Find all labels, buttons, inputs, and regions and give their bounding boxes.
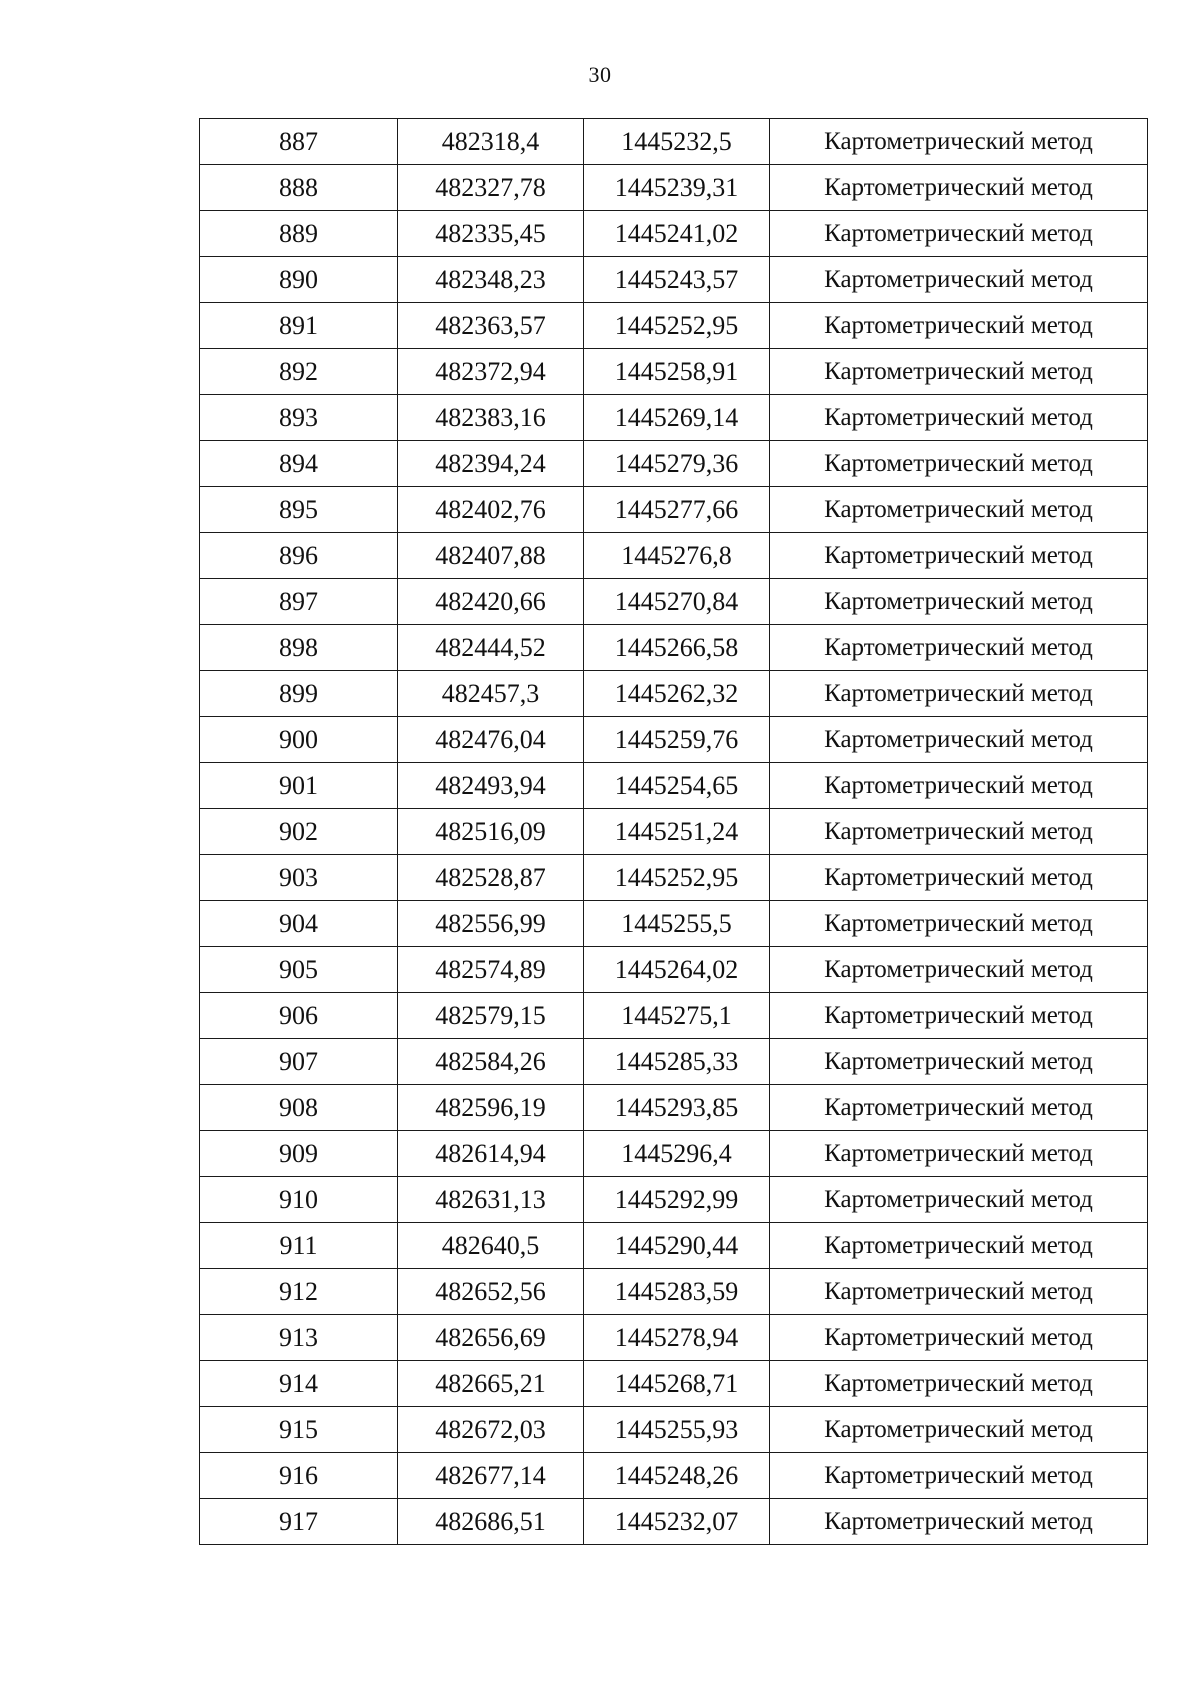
- x-coordinate-cell: 482383,16: [398, 395, 584, 441]
- point-number-cell: 894: [200, 441, 398, 487]
- table-row: [200, 855, 1148, 901]
- point-number-cell: 912: [200, 1269, 398, 1315]
- point-number-cell: 901: [200, 763, 398, 809]
- y-coordinate-cell: 1445268,71: [584, 1361, 770, 1407]
- table-row: [200, 1315, 1148, 1361]
- table-row: [200, 809, 1148, 855]
- method-cell: Картометрический метод: [770, 211, 1148, 257]
- y-coordinate-cell: 1445239,31: [584, 165, 770, 211]
- coordinates-table: [199, 118, 1148, 1545]
- method-cell: Картометрический метод: [770, 717, 1148, 763]
- point-number-cell: 913: [200, 1315, 398, 1361]
- method-cell: Картометрический метод: [770, 809, 1148, 855]
- point-number-cell: 910: [200, 1177, 398, 1223]
- table-row: [200, 1039, 1148, 1085]
- point-number-cell: 888: [200, 165, 398, 211]
- method-cell: Картометрический метод: [770, 1177, 1148, 1223]
- x-coordinate-cell: 482656,69: [398, 1315, 584, 1361]
- point-number-cell: 907: [200, 1039, 398, 1085]
- x-coordinate-cell: 482574,89: [398, 947, 584, 993]
- table-row: [200, 717, 1148, 763]
- y-coordinate-cell: 1445232,5: [584, 119, 770, 165]
- table-row: [200, 1085, 1148, 1131]
- point-number-cell: 903: [200, 855, 398, 901]
- method-cell: Картометрический метод: [770, 1453, 1148, 1499]
- point-number-cell: 890: [200, 257, 398, 303]
- x-coordinate-cell: 482556,99: [398, 901, 584, 947]
- table-row: [200, 119, 1148, 165]
- point-number-cell: 900: [200, 717, 398, 763]
- x-coordinate-cell: 482677,14: [398, 1453, 584, 1499]
- y-coordinate-cell: 1445275,1: [584, 993, 770, 1039]
- point-number-cell: 906: [200, 993, 398, 1039]
- y-coordinate-cell: 1445252,95: [584, 303, 770, 349]
- y-coordinate-cell: 1445276,8: [584, 533, 770, 579]
- y-coordinate-cell: 1445254,65: [584, 763, 770, 809]
- point-number-cell: 914: [200, 1361, 398, 1407]
- page-number: 30: [588, 62, 612, 87]
- method-cell: Картометрический метод: [770, 993, 1148, 1039]
- x-coordinate-cell: 482652,56: [398, 1269, 584, 1315]
- x-coordinate-cell: 482665,21: [398, 1361, 584, 1407]
- method-cell: Картометрический метод: [770, 947, 1148, 993]
- method-cell: Картометрический метод: [770, 1407, 1148, 1453]
- y-coordinate-cell: 1445283,59: [584, 1269, 770, 1315]
- method-cell: Картометрический метод: [770, 855, 1148, 901]
- x-coordinate-cell: 482420,66: [398, 579, 584, 625]
- table-row: [200, 579, 1148, 625]
- point-number-cell: 896: [200, 533, 398, 579]
- x-coordinate-cell: 482363,57: [398, 303, 584, 349]
- x-coordinate-cell: 482476,04: [398, 717, 584, 763]
- x-coordinate-cell: 482528,87: [398, 855, 584, 901]
- y-coordinate-cell: 1445296,4: [584, 1131, 770, 1177]
- x-coordinate-cell: 482407,88: [398, 533, 584, 579]
- method-cell: Картометрический метод: [770, 1131, 1148, 1177]
- y-coordinate-cell: 1445264,02: [584, 947, 770, 993]
- method-cell: Картометрический метод: [770, 487, 1148, 533]
- table-row: [200, 1223, 1148, 1269]
- table-row: [200, 947, 1148, 993]
- x-coordinate-cell: 482402,76: [398, 487, 584, 533]
- point-number-cell: 905: [200, 947, 398, 993]
- point-number-cell: 893: [200, 395, 398, 441]
- point-number-cell: 908: [200, 1085, 398, 1131]
- table-row: [200, 349, 1148, 395]
- x-coordinate-cell: 482444,52: [398, 625, 584, 671]
- method-cell: Картометрический метод: [770, 901, 1148, 947]
- y-coordinate-cell: 1445258,91: [584, 349, 770, 395]
- x-coordinate-cell: 482640,5: [398, 1223, 584, 1269]
- x-coordinate-cell: 482579,15: [398, 993, 584, 1039]
- method-cell: Картометрический метод: [770, 165, 1148, 211]
- point-number-cell: 895: [200, 487, 398, 533]
- table-row: [200, 1407, 1148, 1453]
- y-coordinate-cell: 1445266,58: [584, 625, 770, 671]
- y-coordinate-cell: 1445232,07: [584, 1499, 770, 1545]
- point-number-cell: 911: [200, 1223, 398, 1269]
- y-coordinate-cell: 1445278,94: [584, 1315, 770, 1361]
- x-coordinate-cell: 482348,23: [398, 257, 584, 303]
- point-number-cell: 899: [200, 671, 398, 717]
- table-row: [200, 487, 1148, 533]
- y-coordinate-cell: 1445259,76: [584, 717, 770, 763]
- y-coordinate-cell: 1445262,32: [584, 671, 770, 717]
- method-cell: Картометрический метод: [770, 1315, 1148, 1361]
- x-coordinate-cell: 482596,19: [398, 1085, 584, 1131]
- y-coordinate-cell: 1445255,93: [584, 1407, 770, 1453]
- point-number-cell: 915: [200, 1407, 398, 1453]
- table-row: [200, 901, 1148, 947]
- x-coordinate-cell: 482335,45: [398, 211, 584, 257]
- table-row: [200, 1269, 1148, 1315]
- y-coordinate-cell: 1445270,84: [584, 579, 770, 625]
- method-cell: Картометрический метод: [770, 1039, 1148, 1085]
- y-coordinate-cell: 1445241,02: [584, 211, 770, 257]
- method-cell: Картометрический метод: [770, 671, 1148, 717]
- x-coordinate-cell: 482614,94: [398, 1131, 584, 1177]
- y-coordinate-cell: 1445293,85: [584, 1085, 770, 1131]
- y-coordinate-cell: 1445251,24: [584, 809, 770, 855]
- y-coordinate-cell: 1445269,14: [584, 395, 770, 441]
- y-coordinate-cell: 1445285,33: [584, 1039, 770, 1085]
- table-row: [200, 257, 1148, 303]
- y-coordinate-cell: 1445255,5: [584, 901, 770, 947]
- table-row: [200, 1131, 1148, 1177]
- y-coordinate-cell: 1445290,44: [584, 1223, 770, 1269]
- x-coordinate-cell: 482372,94: [398, 349, 584, 395]
- x-coordinate-cell: 482672,03: [398, 1407, 584, 1453]
- point-number-cell: 897: [200, 579, 398, 625]
- x-coordinate-cell: 482327,78: [398, 165, 584, 211]
- method-cell: Картометрический метод: [770, 763, 1148, 809]
- x-coordinate-cell: 482631,13: [398, 1177, 584, 1223]
- x-coordinate-cell: 482686,51: [398, 1499, 584, 1545]
- table-row: [200, 303, 1148, 349]
- x-coordinate-cell: 482584,26: [398, 1039, 584, 1085]
- table-row: [200, 1499, 1148, 1545]
- method-cell: Картометрический метод: [770, 1085, 1148, 1131]
- point-number-cell: 892: [200, 349, 398, 395]
- x-coordinate-cell: 482457,3: [398, 671, 584, 717]
- method-cell: Картометрический метод: [770, 441, 1148, 487]
- method-cell: Картометрический метод: [770, 119, 1148, 165]
- table-row: [200, 165, 1148, 211]
- y-coordinate-cell: 1445277,66: [584, 487, 770, 533]
- point-number-cell: 889: [200, 211, 398, 257]
- point-number-cell: 891: [200, 303, 398, 349]
- table-row: [200, 1361, 1148, 1407]
- x-coordinate-cell: 482493,94: [398, 763, 584, 809]
- method-cell: Картометрический метод: [770, 1361, 1148, 1407]
- table-row: [200, 395, 1148, 441]
- x-coordinate-cell: 482516,09: [398, 809, 584, 855]
- x-coordinate-cell: 482394,24: [398, 441, 584, 487]
- method-cell: Картометрический метод: [770, 1499, 1148, 1545]
- table-row: [200, 1177, 1148, 1223]
- y-coordinate-cell: 1445292,99: [584, 1177, 770, 1223]
- y-coordinate-cell: 1445248,26: [584, 1453, 770, 1499]
- x-coordinate-cell: 482318,4: [398, 119, 584, 165]
- table-row: [200, 441, 1148, 487]
- coordinates-table-body: [200, 119, 1148, 1545]
- method-cell: Картометрический метод: [770, 257, 1148, 303]
- y-coordinate-cell: 1445279,36: [584, 441, 770, 487]
- table-row: [200, 211, 1148, 257]
- table-row: [200, 625, 1148, 671]
- table-row: [200, 1453, 1148, 1499]
- method-cell: Картометрический метод: [770, 625, 1148, 671]
- point-number-cell: 887: [200, 119, 398, 165]
- table-row: [200, 671, 1148, 717]
- point-number-cell: 898: [200, 625, 398, 671]
- method-cell: Картометрический метод: [770, 395, 1148, 441]
- point-number-cell: 902: [200, 809, 398, 855]
- method-cell: Картометрический метод: [770, 579, 1148, 625]
- point-number-cell: 904: [200, 901, 398, 947]
- method-cell: Картометрический метод: [770, 1223, 1148, 1269]
- table-row: [200, 763, 1148, 809]
- table-row: [200, 533, 1148, 579]
- method-cell: Картометрический метод: [770, 533, 1148, 579]
- point-number-cell: 917: [200, 1499, 398, 1545]
- y-coordinate-cell: 1445252,95: [584, 855, 770, 901]
- y-coordinate-cell: 1445243,57: [584, 257, 770, 303]
- point-number-cell: 909: [200, 1131, 398, 1177]
- method-cell: Картометрический метод: [770, 1269, 1148, 1315]
- point-number-cell: 916: [200, 1453, 398, 1499]
- table-row: [200, 993, 1148, 1039]
- method-cell: Картометрический метод: [770, 303, 1148, 349]
- method-cell: Картометрический метод: [770, 349, 1148, 395]
